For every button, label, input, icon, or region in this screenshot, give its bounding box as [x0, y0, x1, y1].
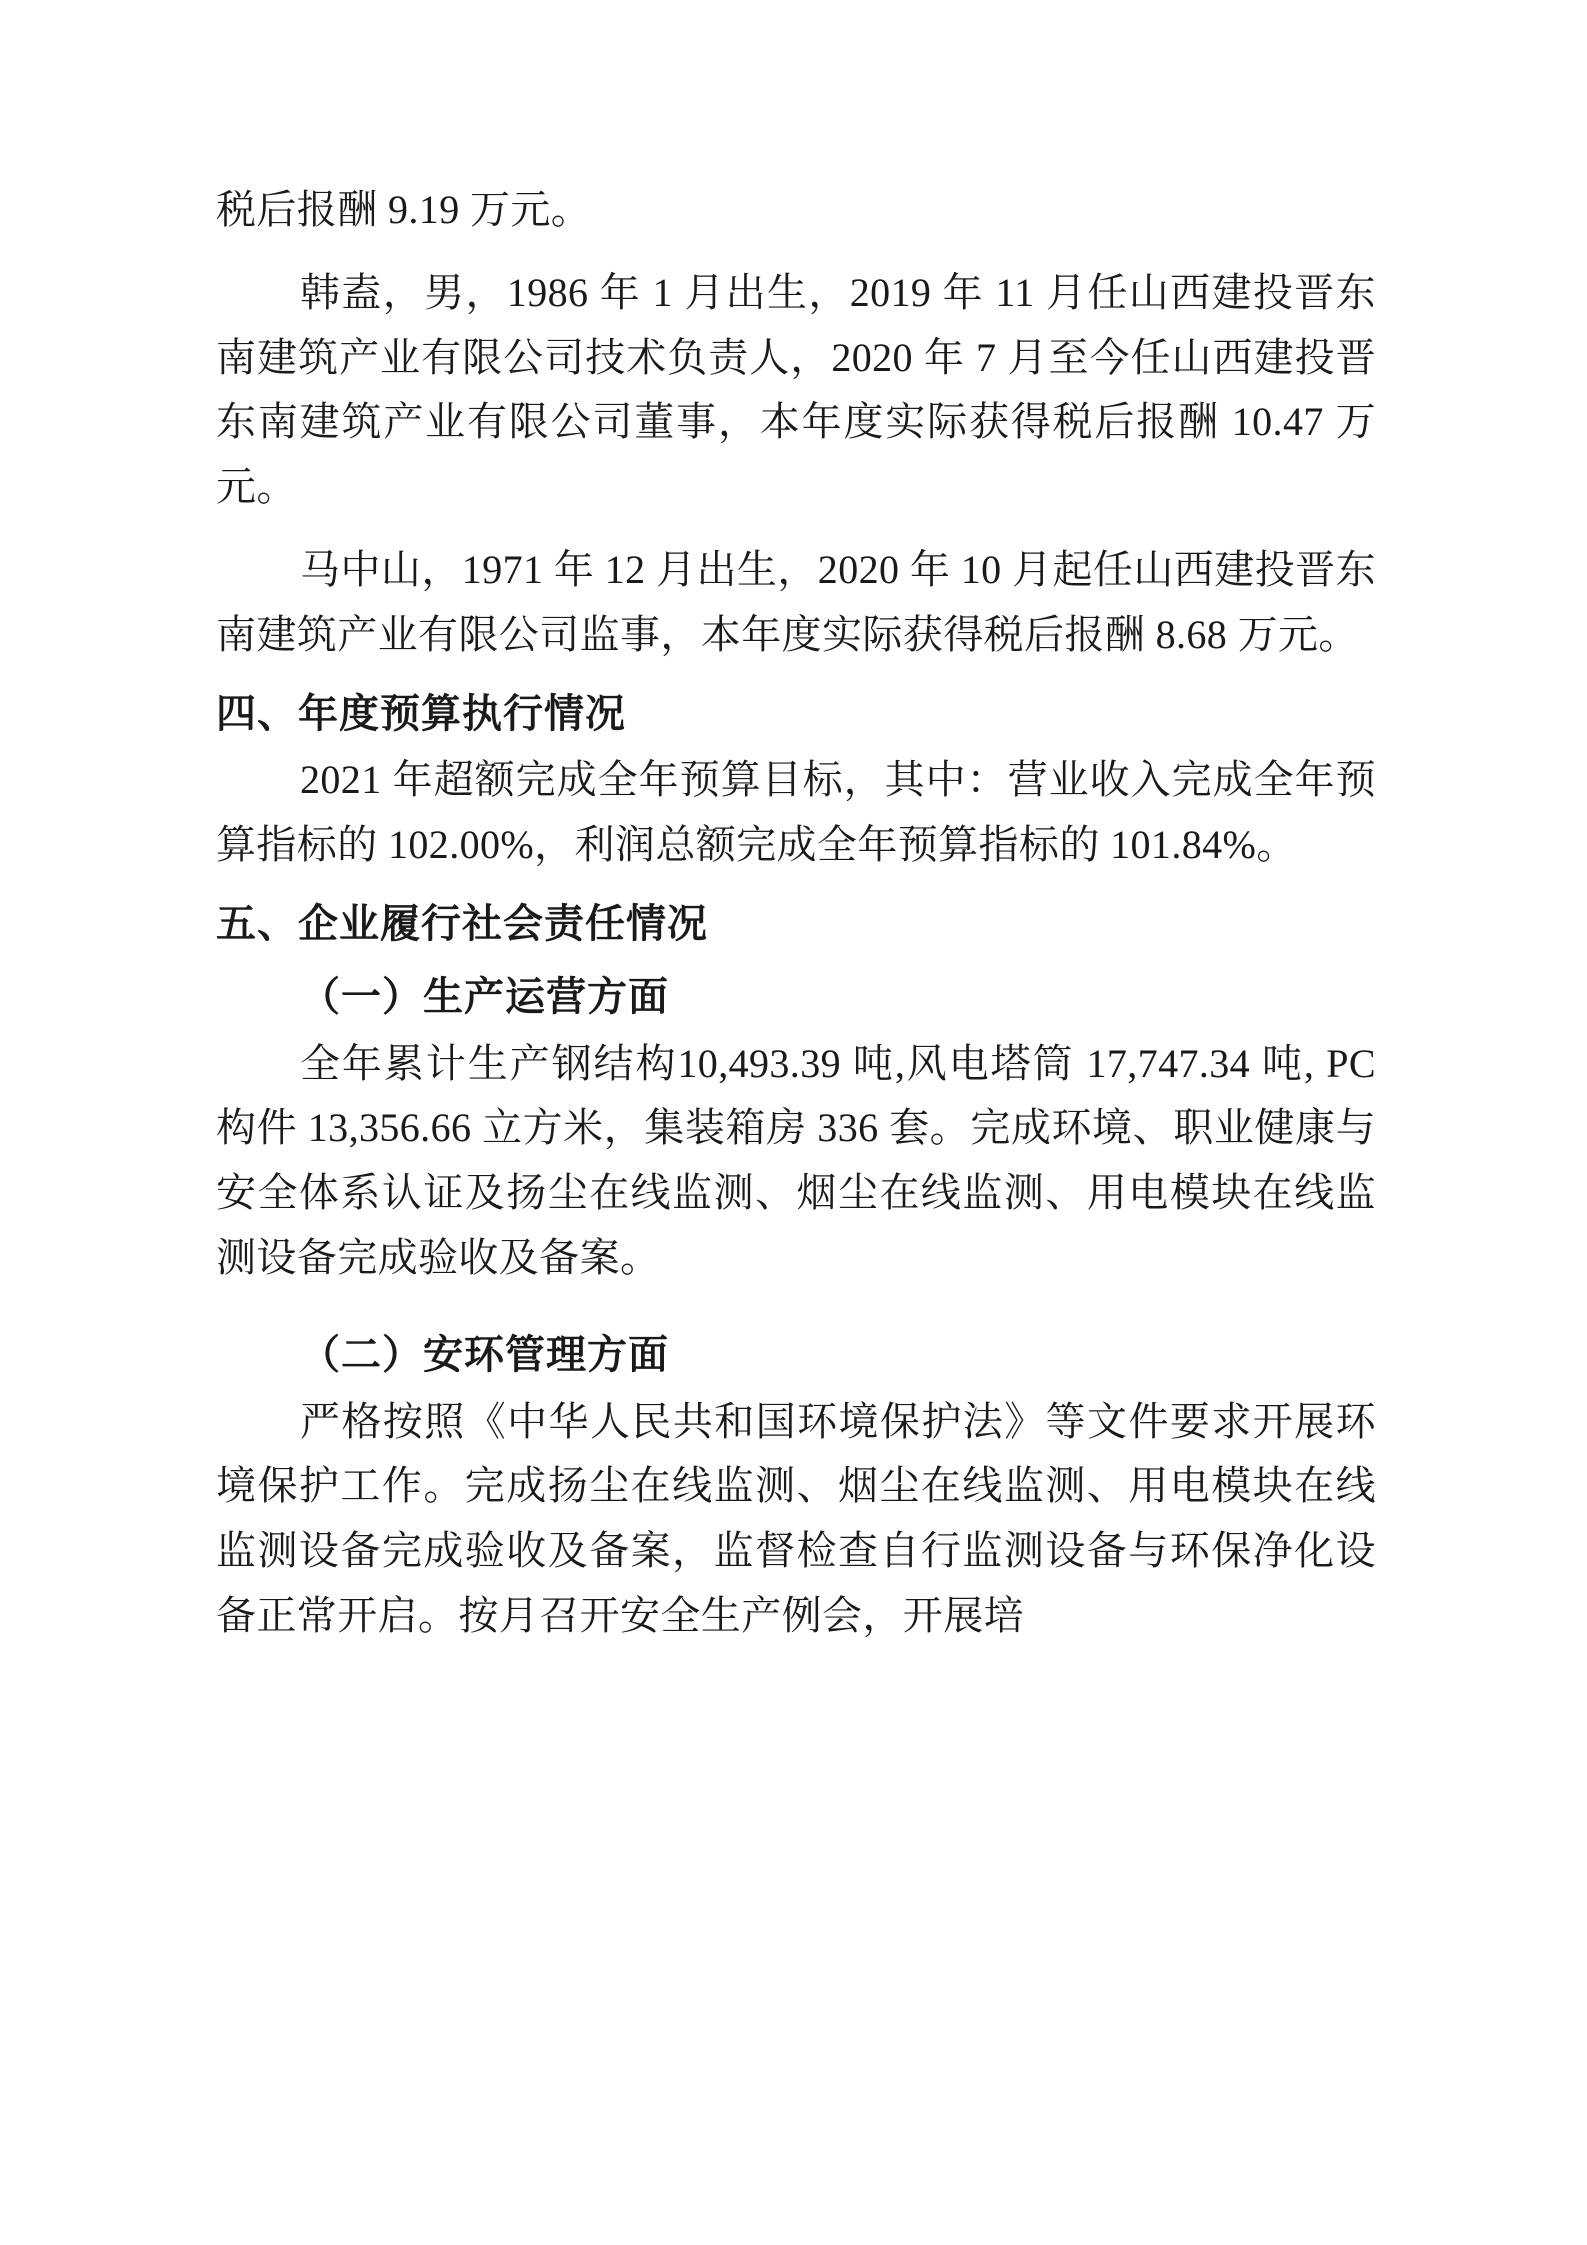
section-heading-five: 五、企业履行社会责任情况: [216, 901, 708, 946]
paragraph-production-operations: 全年累计生产钢结构10,493.39 吨,风电塔筒 17,747.34 吨, PC 构件 13,356.66 立方米，集装箱房 336 套。完成环境、职业健康与安全体系认证及扬尘在线监测、烟尘在线监测、用电模块在线监测设备完成验收及备案。: [216, 1040, 1376, 1280]
paragraph-safety-environment: 严格按照《中华人民共和国环境保护法》等文件要求开展环境保护工作。完成扬尘在线监测、烟尘在线监测、用电模块在线监测设备完成验收及备案，监督检查自行监测设备与环保净化设备正常开启。按月召开安全生产例会，开展培: [216, 1398, 1376, 1638]
paragraph-tax-remainder: 税后报酬 9.19 万元。: [216, 187, 592, 232]
paragraph-spacer: [216, 247, 1376, 261]
page-content: [216, 178, 1376, 1653]
paragraph-han-yi: 韩盍，男，1986 年 1 月出生，2019 年 11 月任山西建投晋东南建筑产业有限公司技术负责人，2020 年 7 月至今任山西建投晋东南建筑产业有限公司董事，本年度实际获得税后报酬 10.47 万元。: [216, 269, 1376, 510]
paragraph-budget-execution: 2021 年超额完成全年预算目标，其中：营业收入完成全年预算指标的 102.00%，利润总额完成全年预算指标的 101.84%。: [216, 757, 1376, 868]
subsection-heading-two: （二）安环管理方面: [300, 1331, 669, 1377]
paragraph-spacer: [216, 1295, 1376, 1315]
section-heading-four: 四、年度预算执行情况: [216, 691, 626, 736]
paragraph-ma-zhongshan: 马中山，1971 年 12 月出生，2020 年 10 月起任山西建投晋东南建筑产业有限公司监事，本年度实际获得税后报酬 8.68 万元。: [216, 546, 1376, 657]
paragraph-spacer: [216, 524, 1376, 538]
subsection-heading-one: （一）生产运营方面: [300, 973, 669, 1019]
